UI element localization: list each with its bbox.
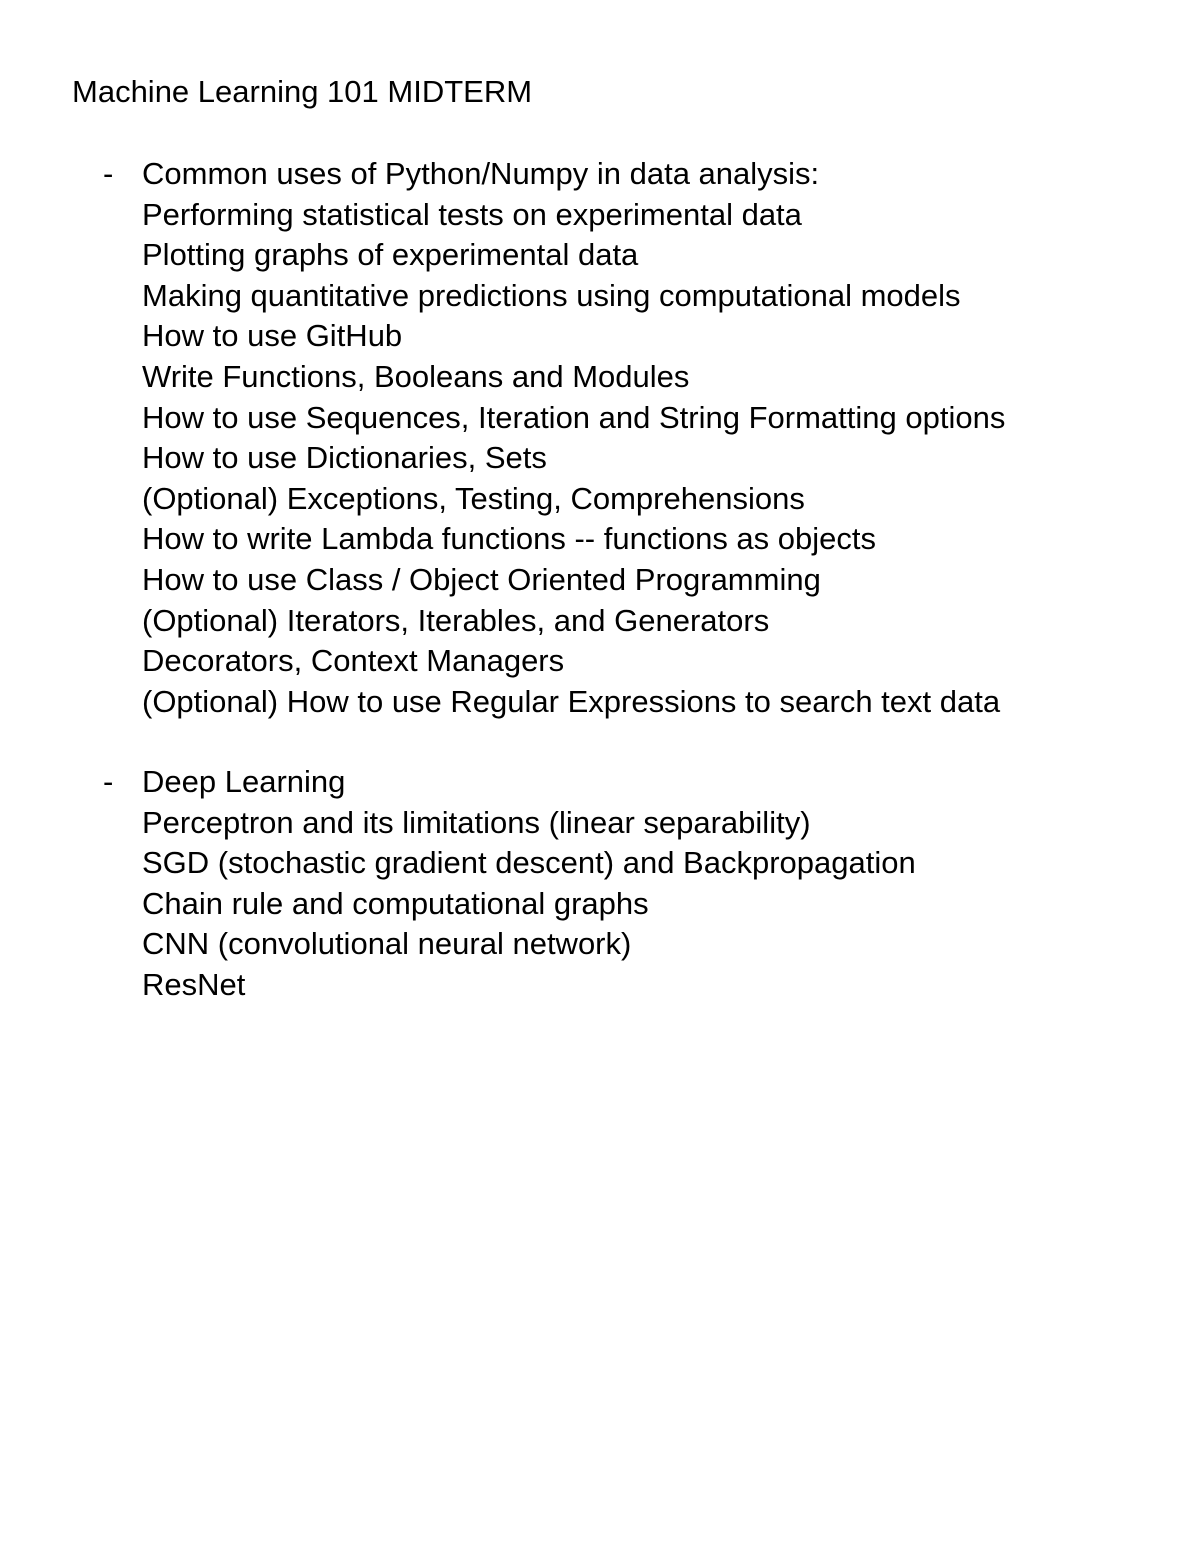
list-item: How to use GitHub	[142, 318, 403, 354]
list-item: (Optional) Exceptions, Testing, Comprehensions	[142, 480, 805, 516]
list-item: Performing statistical tests on experimental data	[142, 196, 802, 232]
list-item: Perceptron and its limitations (linear separability)	[142, 804, 811, 840]
section-bullet: -	[103, 764, 114, 799]
section-bullet: -	[103, 156, 114, 191]
section-heading: Common uses of Python/Numpy in data analysis:	[142, 156, 820, 191]
list-item: Making quantitative predictions using computational models	[142, 277, 961, 313]
list-item: (Optional) Iterators, Iterables, and Generators	[142, 602, 770, 638]
document-title: Machine Learning 101 MIDTERM	[72, 74, 533, 109]
list-item: (Optional) How to use Regular Expressions to search text data	[142, 683, 1001, 719]
list-item: How to write Lambda functions -- functions as objects	[142, 521, 877, 557]
list-item: Write Functions, Booleans and Modules	[142, 358, 690, 394]
list-item: CNN (convolutional neural network)	[142, 926, 632, 962]
list-item: SGD (stochastic gradient descent) and Backpropagation	[142, 845, 916, 881]
list-item: How to use Class / Object Oriented Programming	[142, 561, 821, 597]
list-item: How to use Dictionaries, Sets	[142, 440, 547, 476]
list-item: Decorators, Context Managers	[142, 643, 565, 679]
section-lines	[142, 762, 916, 1006]
list-item: Chain rule and computational graphs	[142, 885, 649, 921]
section-heading: Deep Learning	[142, 764, 346, 799]
list-item: ResNet	[142, 966, 246, 1002]
list-item: Plotting graphs of experimental data	[142, 237, 639, 273]
section-lines	[142, 154, 1005, 722]
list-item: How to use Sequences, Iteration and String Formatting options	[142, 399, 1006, 435]
